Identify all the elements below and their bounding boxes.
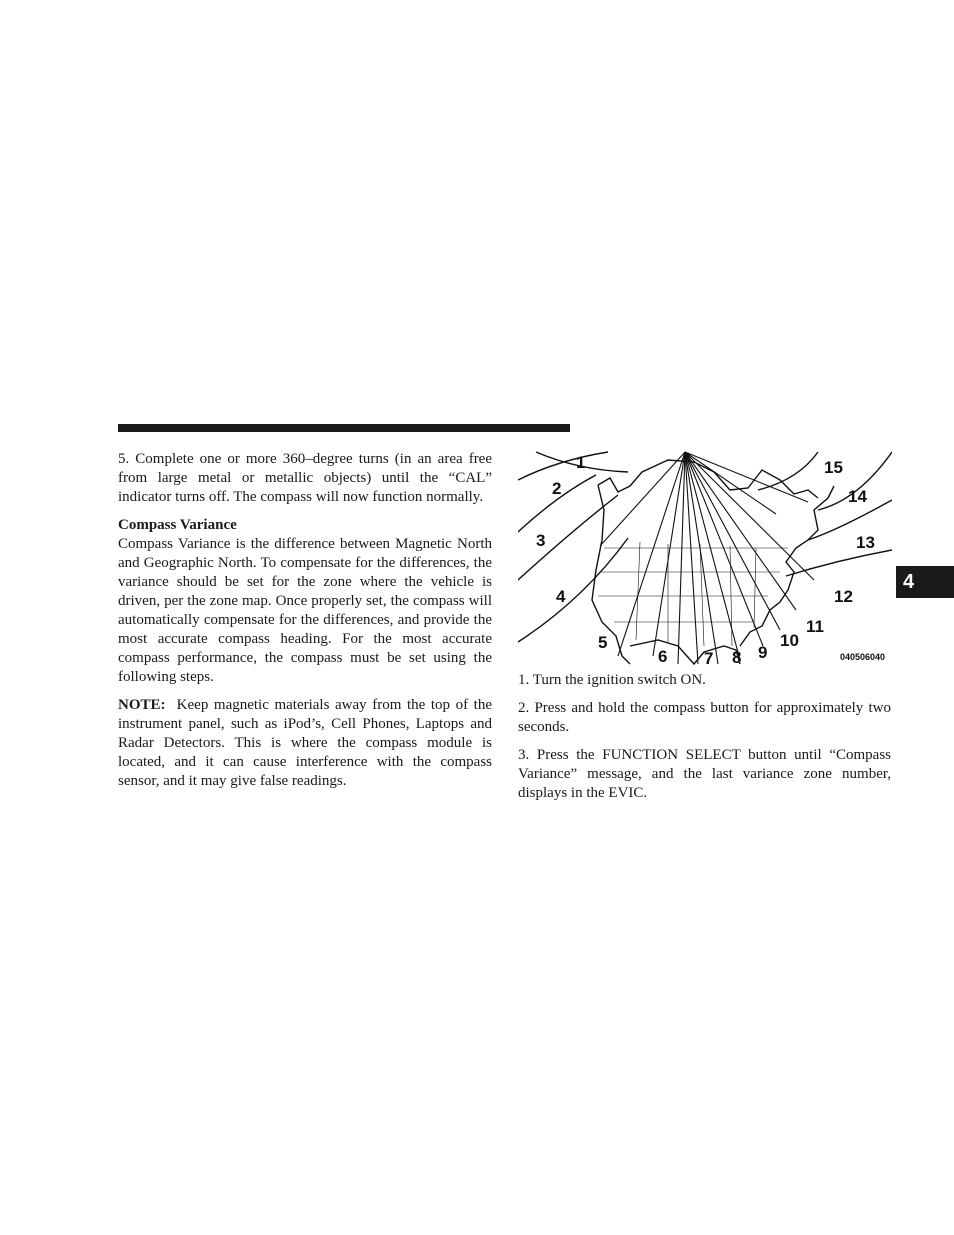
step-5-text: 5. Complete one or more 360–degree turns (in an area free from large metal or metallic objects) until the “CAL” indicator turns off. The compass will now function normally. <box>118 451 492 505</box>
zone-label-11: 11 <box>806 617 824 636</box>
zone-label-9: 9 <box>758 643 768 662</box>
note-text: Keep magnetic materials away from the top of the instrument panel, such as iPod’s, Cell Phones, Laptops and Radar Detectors. This is where the compass module is located, and it can cause interference with the compass sensor, and it may give false readings. <box>118 697 493 789</box>
zone-label-12: 12 <box>834 587 853 606</box>
step-2-text: 2. Press and hold the compass button for approximately two seconds. <box>518 700 891 735</box>
zone-arc-right-1 <box>758 452 818 490</box>
zone-label-5: 5 <box>598 633 608 652</box>
compass-zone-map <box>518 450 892 666</box>
zone-arc-right-4 <box>786 550 892 576</box>
zone-label-7: 7 <box>704 649 714 666</box>
right-column <box>518 671 891 812</box>
zone-arc-left-5 <box>518 538 628 642</box>
section-tab: 4 <box>896 566 954 598</box>
zone-label-15: 15 <box>824 458 843 477</box>
zone-label-4: 4 <box>556 587 566 606</box>
zone-label-3: 3 <box>536 531 546 550</box>
figure-code: 040506040 <box>840 652 886 662</box>
zone-label-14: 14 <box>848 487 867 506</box>
left-column <box>118 450 492 800</box>
note-paragraph <box>118 696 492 791</box>
zone-label-13: 13 <box>856 533 875 552</box>
step-3-text: 3. Press the FUNCTION SELECT button until “Compass Variance” message, and the last variance zone number, displays in the EVIC. <box>518 747 891 801</box>
zone-label-10: 10 <box>780 631 799 650</box>
step-1-text: 1. Turn the ignition switch ON. <box>518 672 706 688</box>
section-rule <box>118 424 570 432</box>
compass-variance-body: Compass Variance is the difference between Magnetic North and Geographic North. To compensate for the differences, the variance should be set for the zone where the vehicle is driven, per the zone map. Once properly set, the compass will automatically compensate for the differences, and provide the most accurate compass heading. For the most accurate compass performance, the compass must be set using the following steps. <box>118 536 492 685</box>
zone-label-6: 6 <box>658 647 668 666</box>
zone-label-1: 1 <box>576 453 586 472</box>
note-label: NOTE: <box>118 697 166 713</box>
zone-label-8: 8 <box>732 648 742 666</box>
compass-variance-heading: Compass Variance <box>118 517 237 533</box>
zone-label-2: 2 <box>552 479 562 498</box>
zone-arc-right-3 <box>808 500 892 540</box>
